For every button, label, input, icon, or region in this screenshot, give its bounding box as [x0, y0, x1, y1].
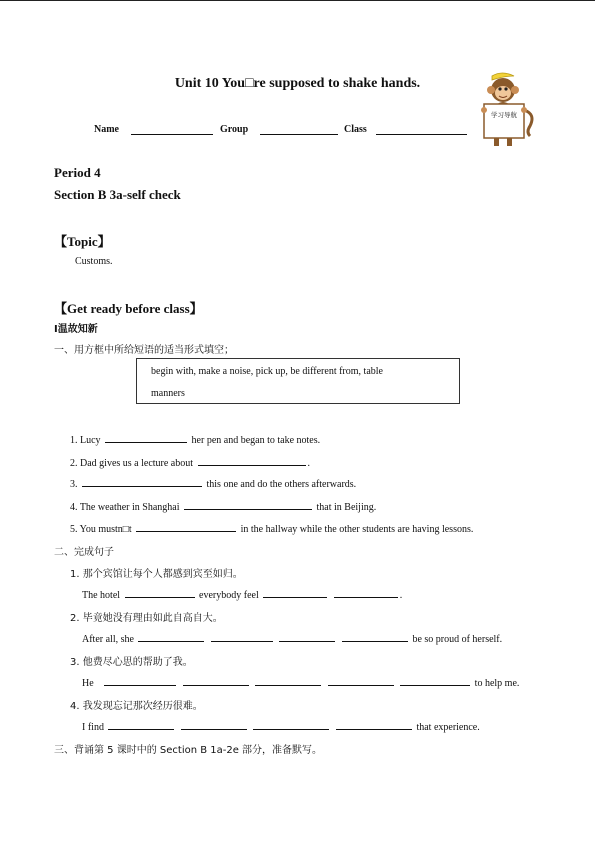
sentence-3-chinese: 3. 他费尽心思的帮助了我。: [70, 657, 193, 668]
sentence-3-english: [82, 675, 519, 689]
fill-item-4-blank[interactable]: [184, 499, 312, 510]
sentence-2-blank-3[interactable]: [279, 631, 335, 642]
sentence-1-mid: everybody feel: [199, 590, 259, 601]
class-label: Class: [344, 124, 367, 135]
sentence-2-english: [82, 631, 502, 645]
fill-item-5: [70, 521, 473, 535]
fill-item-5-suffix: in the hallway while the other students are having lessons.: [240, 524, 474, 535]
sentence-3-blank-5[interactable]: [400, 675, 470, 686]
get-ready-heading: 【Get ready before class】: [54, 301, 203, 316]
sentence-1-english: [82, 587, 402, 601]
group-field[interactable]: [260, 134, 338, 135]
question-three-title: 三、背诵第 5 课时中的 Section B 1a-2e 部分，准备默写。: [54, 745, 323, 756]
sentence-2-chinese: 2. 毕竟她没有理由如此自高自大。: [70, 613, 223, 624]
sentence-2-blank-4[interactable]: [342, 631, 408, 642]
part-one-heading: Ⅰ温故知新: [54, 324, 98, 335]
sentence-2-blank-2[interactable]: [211, 631, 273, 642]
sentence-3-end: to help me.: [474, 678, 520, 689]
group-label: Group: [220, 124, 249, 135]
sentence-1-blank-1[interactable]: [125, 587, 195, 598]
page-title: Unit 10 You□re supposed to shake hands.: [174, 76, 421, 91]
name-label: Name: [94, 124, 119, 135]
sentence-4-end: that experience.: [416, 722, 480, 733]
sentence-4-chinese: 4. 我发现忘记那次经历很难。: [70, 701, 203, 712]
phrase-box: [136, 358, 460, 404]
sentence-4-blank-2[interactable]: [181, 719, 247, 730]
sentence-1-blank-3[interactable]: [334, 587, 398, 598]
fill-item-3-suffix: this one and do the others afterwards.: [206, 479, 357, 490]
sentence-2-blank-1[interactable]: [138, 631, 204, 642]
sentence-4-blank-4[interactable]: [336, 719, 412, 730]
sentence-2-end: be so proud of herself.: [412, 634, 503, 645]
fill-item-4-suffix: that in Beijing.: [316, 502, 377, 513]
sentence-3-blank-2[interactable]: [183, 675, 249, 686]
sentence-4-english: [82, 719, 480, 733]
period-heading: Period 4: [54, 165, 101, 180]
fill-item-3: [70, 476, 356, 490]
topic-content: Customs.: [75, 256, 113, 267]
monkey-mascot-icon: [474, 70, 536, 150]
fill-item-4: [70, 499, 376, 513]
sentence-4-start: I find: [82, 722, 104, 733]
fill-item-4-prefix: 4. The weather in Shanghai: [70, 502, 180, 513]
fill-item-1: [70, 432, 320, 446]
fill-item-2-suffix: .: [307, 458, 311, 469]
top-border: [0, 0, 595, 1]
sentence-3-blank-3[interactable]: [255, 675, 321, 686]
fill-item-1-prefix: 1. Lucy: [70, 435, 101, 446]
name-field[interactable]: [131, 134, 213, 135]
sentence-3-start: He: [82, 678, 94, 689]
topic-heading: 【Topic】: [54, 234, 111, 249]
fill-item-3-blank[interactable]: [82, 476, 202, 487]
fill-item-1-suffix: her pen and began to take notes.: [191, 435, 321, 446]
fill-item-5-blank[interactable]: [136, 521, 236, 532]
section-heading: Section B 3a-self check: [54, 187, 181, 202]
sentence-2-start: After all, she: [82, 634, 134, 645]
sentence-4-blank-3[interactable]: [253, 719, 329, 730]
sentence-1-blank-2[interactable]: [263, 587, 327, 598]
sentence-3-blank-1[interactable]: [104, 675, 176, 686]
question-two-title: 二、完成句子: [54, 547, 114, 558]
phrase-box-line-1: begin with, make a noise, pick up, be different from, table: [151, 366, 383, 377]
sentence-3-blank-4[interactable]: [328, 675, 394, 686]
sentence-4-blank-1[interactable]: [108, 719, 174, 730]
sentence-1-chinese: 1. 那个宾馆让每个人都感到宾至如归。: [70, 569, 243, 580]
question-one-title: 一、用方框中所给短语的适当形式填空；: [54, 345, 234, 356]
fill-item-5-prefix: 5. You mustn□t: [70, 524, 132, 535]
sentence-1-start: The hotel: [82, 590, 121, 601]
sentence-1-end: .: [399, 590, 403, 601]
fill-item-2: [70, 455, 310, 469]
fill-item-1-blank[interactable]: [105, 432, 187, 443]
fill-item-2-blank[interactable]: [198, 455, 306, 466]
class-field[interactable]: [376, 134, 467, 135]
fill-item-2-prefix: 2. Dad gives us a lecture about: [70, 458, 194, 469]
fill-item-3-prefix: 3.: [70, 479, 78, 490]
mascot-sign-text: 学习导航: [491, 111, 517, 119]
phrase-box-line-2: manners: [151, 388, 185, 399]
